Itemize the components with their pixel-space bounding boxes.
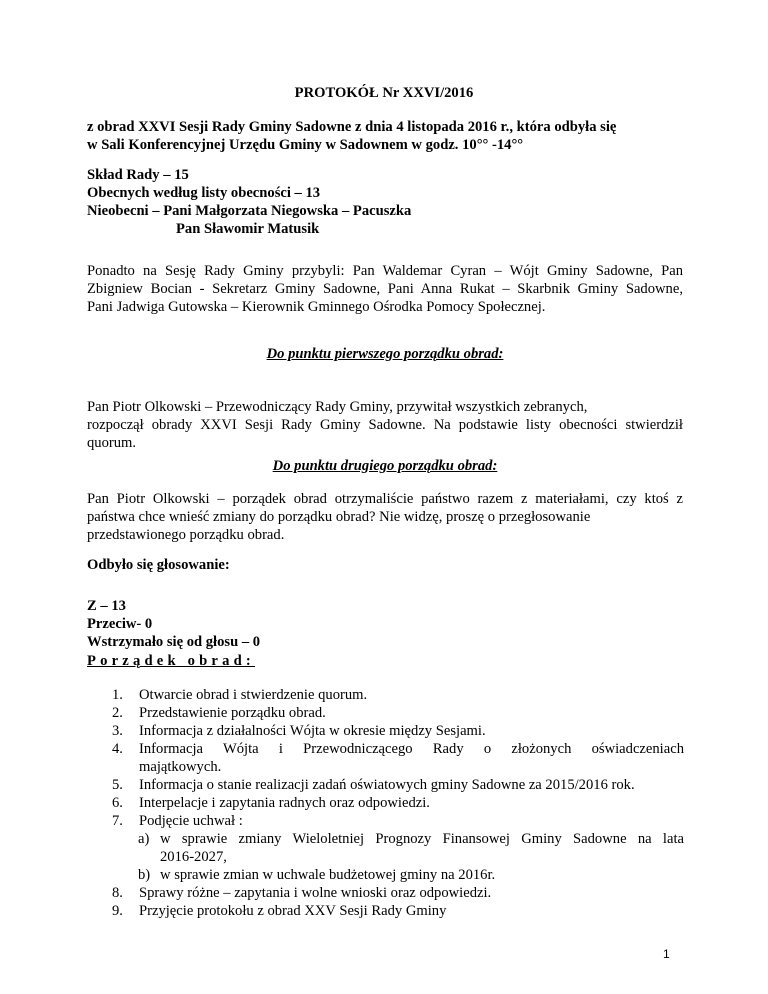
subtitle-line-2: w Sali Konferencyjnej Urzędu Gminy w Sadownem w godz. 10°° -14°° bbox=[87, 137, 524, 153]
composition-absent-2: Pan Sławomir Matusik bbox=[176, 221, 320, 237]
agenda-item: 8. Sprawy różne – zapytania i wolne wnioski oraz odpowiedzi. bbox=[112, 885, 492, 901]
point-two-line-1: Pan Piotr Olkowski – porządek obrad otrzymaliście państwo razem z materiałami, czy ktoś z bbox=[87, 491, 683, 507]
attendees-line-3: Pani Jadwiga Gutowska – Kierownik Gminnego Ośrodka Pomocy Społecznej. bbox=[87, 299, 546, 315]
point-one-line-2: rozpoczął obrady XXVI Sesji Rady Gminy Sadowne. Na podstawie listy obecności stwierdził bbox=[87, 417, 683, 433]
attendees-line-2: Zbigniew Bocian - Sekretarz Gminy Sadowne, Pani Anna Rukat – Skarbnik Gminy Sadowne, bbox=[87, 281, 683, 297]
session-subtitle bbox=[87, 118, 683, 154]
agenda-item: 1. Otwarcie obrad i stwierdzenie quorum. bbox=[112, 687, 368, 703]
vote-for: Z – 13 bbox=[87, 598, 126, 614]
vote-heading: Odbyło się głosowanie: bbox=[87, 557, 230, 573]
agenda-item: 6. Interpelacje i zapytania radnych oraz odpowiedzi. bbox=[112, 795, 430, 811]
point-two-line-2: państwa chce wnieść zmiany do porządku obrad? Nie widzę, proszę o przegłosowanie bbox=[87, 509, 591, 525]
agenda-item: 5. Informacja o stanie realizacji zadań oświatowych gminy Sadowne za 2015/2016 rok. bbox=[112, 777, 635, 793]
point-one-line-1: Pan Piotr Olkowski – Przewodniczący Rady Gminy, przywitał wszystkich zebranych, bbox=[87, 399, 588, 415]
agenda-item: 2. Przedstawienie porządku obrad. bbox=[112, 705, 326, 721]
council-composition bbox=[87, 166, 683, 238]
document-title: PROTOKÓŁ Nr XXVI/2016 bbox=[294, 85, 474, 101]
agenda-subitem: b) w sprawie zmian w uchwale budżetowej gminy na 2016r. bbox=[138, 867, 496, 883]
agenda-heading: Porządek obrad: bbox=[87, 653, 255, 669]
vote-results bbox=[87, 597, 683, 651]
point-one-paragraph bbox=[87, 398, 683, 452]
point-one-heading: Do punktu pierwszego porządku obrad: bbox=[266, 346, 504, 362]
composition-present: Obecnych według listy obecności – 13 bbox=[87, 185, 321, 201]
point-two-heading: Do punktu drugiego porządku obrad: bbox=[272, 458, 498, 474]
agenda-item: 3. Informacja z działalności Wójta w okresie między Sesjami. bbox=[112, 723, 486, 739]
agenda-subitem: a) w sprawie zmiany Wieloletniej Prognozy Finansowej Gminy Sadowne na lata 2016-2027, bbox=[138, 831, 684, 865]
composition-absent: Nieobecni – Pani Małgorzata Niegowska – Pacuszka bbox=[87, 203, 412, 219]
agenda-item: 9. Przyjęcie protokołu z obrad XXV Sesji Rady Gminy bbox=[112, 903, 447, 919]
page-number: 1 bbox=[663, 947, 670, 961]
point-one-line-3: quorum. bbox=[87, 435, 137, 451]
point-two-paragraph bbox=[87, 490, 683, 544]
subtitle-line-1: z obrad XXVI Sesji Rady Gminy Sadowne z dnia 4 listopada 2016 r., która odbyła się bbox=[87, 119, 617, 135]
vote-against: Przeciw- 0 bbox=[87, 616, 153, 632]
agenda-item: 7. Podjęcie uchwał : bbox=[112, 813, 243, 829]
composition-total: Skład Rady – 15 bbox=[87, 167, 189, 183]
attendees-line-1: Ponadto na Sesję Rady Gminy przybyli: Pan Waldemar Cyran – Wójt Gminy Sadowne, Pan bbox=[87, 263, 683, 279]
point-two-line-3: przedstawionego porządku obrad. bbox=[87, 527, 285, 543]
agenda-list bbox=[112, 686, 684, 920]
agenda-item: 4. Informacja Wójta i Przewodniczącego Rady o złożonych oświadczeniach majątkowych. bbox=[112, 741, 684, 775]
attendees-paragraph bbox=[87, 262, 683, 316]
vote-abstain: Wstrzymało się od głosu – 0 bbox=[87, 634, 261, 650]
